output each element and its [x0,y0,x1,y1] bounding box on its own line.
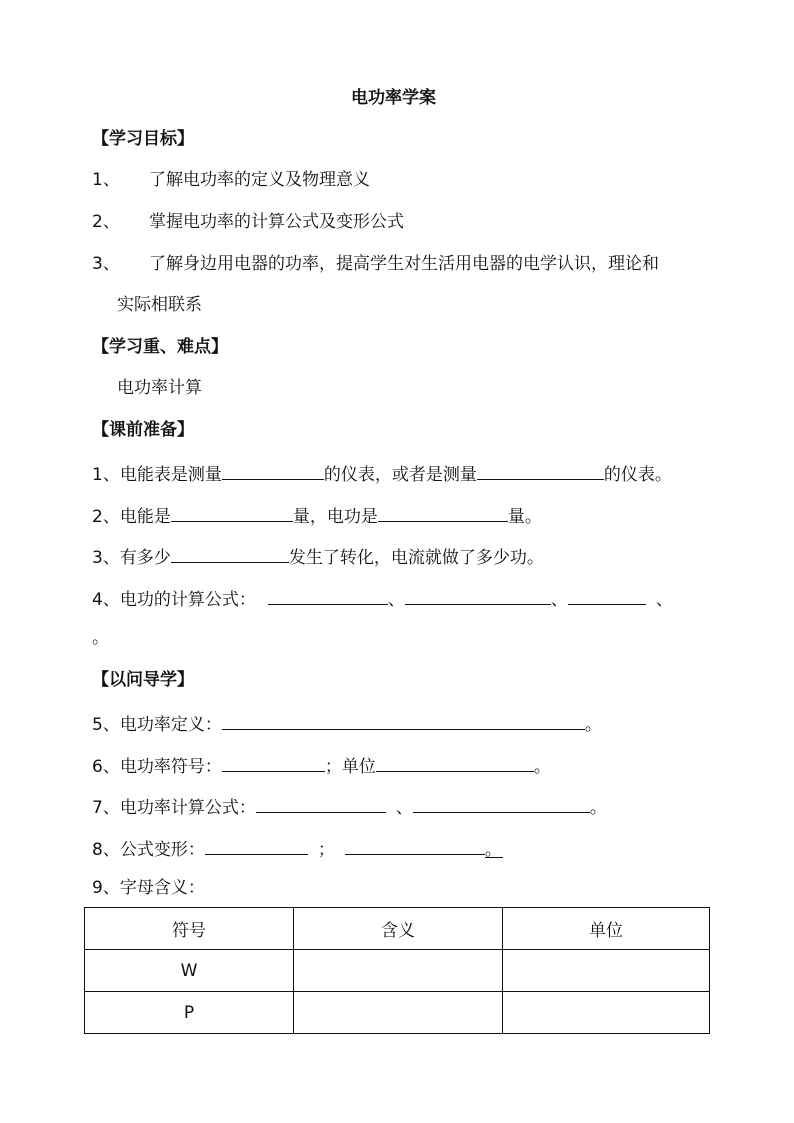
prep-question-1 [92,462,672,485]
question-text: 量，电功是 [292,507,378,527]
separator: 、 [655,590,673,610]
separator: 。 [584,715,602,735]
answer-blank[interactable] [568,587,646,605]
question-text: 发生了转化，电流就做了多少功。 [288,548,544,568]
section-heading-key-points: 【学习重、难点】 [92,337,228,357]
goal-item [92,212,404,232]
question-text: 6、电功率符号： [92,757,222,777]
table-row [85,992,710,1034]
separator: 。 [589,798,607,818]
table-header-row [85,908,710,950]
table-cell-unit[interactable] [503,950,710,992]
separator: 、 [395,798,413,818]
goal-number: 1、 [92,170,120,190]
table-cell-meaning[interactable] [294,950,503,992]
answer-blank[interactable] [376,754,534,772]
question-text: 量。 [507,507,542,527]
goal-item [92,254,659,274]
prep-question-2 [92,504,542,527]
question-text: 3、有多少 [92,548,171,568]
answer-blank[interactable] [405,587,551,605]
section-heading-prep: 【课前准备】 [92,420,194,440]
goal-number: 2、 [92,212,120,232]
answer-blank[interactable] [378,504,508,522]
question-text: 1、电能表是测量 [92,465,222,485]
question-text: 8、公式变形： [92,840,205,860]
answer-blank[interactable] [413,795,590,813]
section-heading-guided: 【以问导学】 [92,670,194,690]
goal-number: 3、 [92,254,120,274]
prep-question-4 [92,587,673,610]
prep-question-3 [92,545,544,568]
guided-question-5 [92,712,602,735]
separator: 、 [550,590,568,610]
answer-blank[interactable] [205,837,308,855]
goal-text: 了解身边用电器的功率，提高学生对生活用电器的电学认识，理论和 [149,254,659,274]
answer-blank[interactable] [477,462,604,480]
guided-question-9: 9、字母含义： [92,878,205,898]
question-text: 的仪表，或者是测量 [323,465,477,485]
answer-blank[interactable] [171,545,289,563]
question-text: 4、电功的计算公式： [92,590,256,610]
prep-question-4-end: 。 [92,628,109,648]
answer-blank[interactable] [222,462,324,480]
guided-question-7 [92,795,607,818]
table-cell-symbol: W [85,950,294,992]
question-text: 的仪表。 [603,465,672,485]
table-row [85,950,710,992]
goal-text: 掌握电功率的计算公式及变形公式 [149,212,404,232]
guided-question-6 [92,754,551,777]
goal-item [92,170,370,190]
table-header-cell: 单位 [503,908,710,950]
answer-blank[interactable] [256,795,386,813]
answer-blank[interactable] [345,837,485,855]
separator: 。 [484,840,502,860]
question-text: 2、电能是 [92,507,171,527]
separator: 、 [387,590,405,610]
guided-question-8 [92,837,503,860]
answer-blank-end [485,840,503,858]
goal-item-continuation: 实际相联系 [117,295,202,315]
question-text: 5、电功率定义： [92,715,222,735]
table-cell-unit[interactable] [503,992,710,1034]
goal-text: 了解电功率的定义及物理意义 [149,170,370,190]
table-cell-meaning[interactable] [294,992,503,1034]
separator: 。 [533,757,551,777]
section-heading-goals: 【学习目标】 [92,129,194,149]
separator: ； [317,840,335,860]
answer-blank[interactable] [222,754,325,772]
answer-blank[interactable] [171,504,293,522]
table-header-cell: 符号 [85,908,294,950]
key-point-text: 电功率计算 [117,378,202,398]
answer-blank[interactable] [222,712,585,730]
table-header-cell: 含义 [294,908,503,950]
question-text: 7、电功率计算公式： [92,798,256,818]
answer-blank[interactable] [268,587,388,605]
table-cell-symbol: P [85,992,294,1034]
page-title: 电功率学案 [351,88,436,108]
symbol-meaning-table [84,907,710,1034]
question-text: ；单位 [324,757,376,777]
